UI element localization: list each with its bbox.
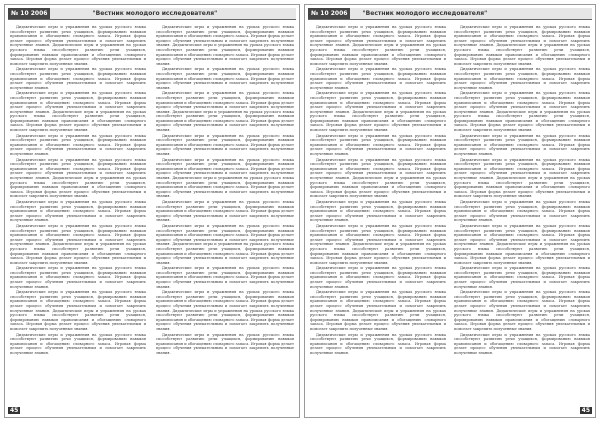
- paragraph: [156, 200, 294, 223]
- text: Дидактические игры и упражнения на уроках русского языка способствуют развитию речи учащихся, формированию навыков правописания и обогащению словарного запаса. Игровая форма делает процесс обучения увлекательным и помогает закрепить полученные знания.: [454, 199, 590, 223]
- text: Дидактические игры и упражнения на уроках русского языка способствуют развитию речи учащихся, формированию навыков правописания и обогащению словарного запаса. Игровая форма делает процесс обучения увлекательным и помогает закрепить полученные знания.: [454, 157, 590, 180]
- paragraph: [454, 67, 590, 90]
- left-page: [4, 4, 300, 418]
- text: Дидактические игры и упражнения на уроках русского языка способствуют развитию речи учащихся, формированию навыков правописания и обогащению словарного запаса. Игровая форма делает процесс обучения увлекательным и помогает закрепить полученные знания.: [10, 25, 146, 48]
- paragraph: [10, 158, 146, 199]
- text: Дидактические игры и упражнения на уроках русского языка способствуют развитию речи учащихся, формированию навыков правописания и обогащению словарного запаса. Игровая форма делает процесс обучения увлекательным и помогает закрепить полученные знания.: [156, 133, 294, 157]
- paragraph: [310, 333, 446, 356]
- paragraph: [310, 158, 446, 199]
- paragraph: [10, 333, 146, 356]
- paragraph: [10, 200, 146, 223]
- text: Дидактические игры и упражнения на уроках русского языка способствуют развитию речи учащихся, формированию навыков правописания и обогащению словарного запаса. Игровая форма делает процесс обучения увлекательным и помогает закрепить полученные знания.: [454, 91, 590, 114]
- paragraph: [454, 200, 590, 223]
- left-page-header: [8, 8, 296, 20]
- right-page-header: [308, 8, 592, 20]
- text: Дидактические игры и упражнения на уроках русского языка способствуют развитию речи учащихся, формированию навыков правописания и обогащению словарного запаса. Игровая форма делает процесс обучения увлекательным и помогает закрепить полученные знания.: [310, 199, 446, 223]
- text: Дидактические игры и упражнения на уроках русского языка способствуют развитию речи учащихся, формированию навыков правописания и обогащению словарного запаса. Игровая форма делает процесс обучения увлекательным и помогает закрепить полученные знания.: [454, 133, 590, 157]
- text: Дидактические игры и упражнения на уроках русского языка способствуют развитию речи учащихся, формированию навыков правописания и обогащению словарного запаса. Игровая форма делает процесс обучения увлекательным и помогает закрепить полученные знания.: [454, 290, 590, 313]
- paragraph: [454, 333, 590, 356]
- page-number-left: 45: [10, 407, 19, 414]
- text: Дидактические игры и упражнения на уроках русского языка способствуют развитию речи учащихся, формированию навыков правописания и обогащению словарного запаса. Игровая форма делает процесс обучения увлекательным и помогает закрепить полученные знания.: [10, 176, 146, 199]
- text: Дидактические игры и упражнения на уроках русского языка способствуют развитию речи учащихся, формированию навыков правописания и обогащению словарного запаса. Игровая форма делает процесс обучения увлекательным и помогает закрепить полученные знания.: [310, 157, 446, 180]
- text: Дидактические игры и упражнения на уроках русского языка способствуют развитию речи учащихся, формированию навыков правописания и обогащению словарного запаса. Игровая форма делает процесс обучения увлекательным и помогает закрепить полученные знания.: [10, 133, 146, 157]
- text: Дидактические игры и упражнения на уроках русского языка способствуют развитию речи учащихся, формированию навыков правописания и обогащению словарного запаса. Игровая форма делает процесс обучения увлекательным и помогает закрепить полученные знания.: [10, 67, 146, 90]
- document-spread: [4, 4, 596, 418]
- text: Дидактические игры и упражнения на уроках русского языка способствуют развитию речи учащихся, формированию навыков правописания и обогащению словарного запаса. Игровая форма делает процесс обучения увлекательным и помогает закрепить полученные знания.: [310, 332, 446, 355]
- text: Дидактические игры и упражнения на уроках русского языка способствуют развитию речи учащихся, формированию навыков правописания и обогащению словарного запаса. Игровая форма делает процесс обучения увлекательным и помогает закрепить полученные знания.: [156, 223, 294, 247]
- left-column-2: [156, 25, 294, 403]
- paragraph: [156, 67, 294, 90]
- text: Дидактические игры и упражнения на уроках русского языка способствуют развитию речи учащихся, формированию навыков правописания и обогащению словарного запаса. Игровая форма делает процесс обучения увлекательным и помогает закрепить полученные знания.: [454, 25, 590, 48]
- text: Дидактические игры и упражнения на уроках русского языка способствуют развитию речи учащихся, формированию навыков правописания и обогащению словарного запаса. Игровая форма делает процесс обучения увлекательным и помогает закрепить полученные знания.: [156, 266, 294, 289]
- text: Дидактические игры и упражнения на уроках русского языка способствуют развитию речи учащихся, формированию навыков правописания и обогащению словарного запаса. Игровая форма делает процесс обучения увлекательным и помогает закрепить полученные знания.: [10, 199, 146, 223]
- text: Дидактические игры и упражнения на уроках русского языка способствуют развитию речи учащихся, формированию навыков правописания и обогащению словарного запаса. Игровая форма делает процесс обучения увлекательным и помогает закрепить полученные знания.: [156, 332, 294, 355]
- text: Дидактические игры и упражнения на уроках русского языка способствуют развитию речи учащихся, формированию навыков правописания и обогащению словарного запаса. Игровая форма делает процесс обучения увлекательным и помогает закрепить полученные знания.: [156, 290, 294, 313]
- paragraph: [156, 158, 294, 199]
- text: Дидактические игры и упражнения на уроках русского языка способствуют развитию речи учащихся, формированию навыков правописания и обогащению словарного запаса. Игровая форма делает процесс обучения увлекательным и помогает закрепить полученные знания.: [310, 266, 446, 289]
- paragraph: [454, 224, 590, 265]
- text: Дидактические игры и упражнения на уроках русского языка способствуют развитию речи учащихся, формированию навыков правописания и обогащению словарного запаса. Игровая форма делает процесс обучения увлекательным и помогает закрепить полученные знания.: [10, 290, 146, 313]
- text: Дидактические игры и упражнения на уроках русского языка способствуют развитию речи учащихся, формированию навыков правописания и обогащению словарного запаса. Игровая форма делает процесс обучения увлекательным и помогает закрепить полученные знания.: [454, 223, 590, 247]
- paragraph: [310, 91, 446, 132]
- text: Дидактические игры и упражнения на уроках русского языка способствуют развитию речи учащихся, формированию навыков правописания и обогащению словарного запаса. Игровая форма делает процесс обучения увлекательным и помогает закрепить полученные знания.: [454, 242, 590, 265]
- paragraph: [454, 134, 590, 157]
- text: Дидактические игры и упражнения на уроках русского языка способствуют развитию речи учащихся, формированию навыков правописания и обогащению словарного запаса. Игровая форма делает процесс обучения увлекательным и помогает закрепить полученные знания.: [10, 266, 146, 289]
- paragraph: [10, 25, 146, 66]
- paragraph: [10, 134, 146, 157]
- paragraph: [10, 67, 146, 90]
- paragraph: [310, 224, 446, 265]
- text: Дидактические игры и упражнения на уроках русского языка способствуют развитию речи учащихся, формированию навыков правописания и обогащению словарного запаса. Игровая форма делает процесс обучения увлекательным и помогает закрепить полученные знания.: [10, 223, 146, 247]
- text: Дидактические игры и упражнения на уроках русского языка способствуют развитию речи учащихся, формированию навыков правописания и обогащению словарного запаса. Игровая форма делает процесс обучения увлекательным и помогает закрепить полученные знания.: [10, 109, 146, 133]
- text: Дидактические игры и упражнения на уроках русского языка способствуют развитию речи учащихся, формированию навыков правописания и обогащению словарного запаса. Игровая форма делает процесс обучения увлекательным и помогает закрепить полученные знания.: [156, 199, 294, 223]
- paragraph: [156, 266, 294, 289]
- text: Дидактические игры и упражнения на уроках русского языка способствуют развитию речи учащихся, формированию навыков правописания и обогащению словарного запаса. Игровая форма делает процесс обучения увлекательным и помогает закрепить полученные знания.: [156, 308, 294, 331]
- right-column-1: [310, 25, 446, 403]
- issue-number: № 10 2006: [308, 8, 350, 19]
- text: Дидактические игры и упражнения на уроках русского языка способствуют развитию речи учащихся, формированию навыков правописания и обогащению словарного запаса. Игровая форма делает процесс обучения увлекательным и помогает закрепить полученные знания.: [454, 176, 590, 199]
- text: Дидактические игры и упражнения на уроках русского языка способствуют развитию речи учащихся, формированию навыков правописания и обогащению словарного запаса. Игровая форма делает процесс обучения увлекательным и помогает закрепить полученные знания.: [156, 91, 294, 114]
- paragraph: [10, 290, 146, 331]
- paragraph: [310, 266, 446, 289]
- text: Дидактические игры и упражнения на уроках русского языка способствуют развитию речи учащихся, формированию навыков правописания и обогащению словарного запаса. Игровая форма делает процесс обучения увлекательным и помогает закрепить полученные знания.: [10, 157, 146, 180]
- paragraph: [454, 25, 590, 66]
- paragraph: [310, 290, 446, 331]
- right-page: [304, 4, 596, 418]
- text: Дидактические игры и упражнения на уроках русского языка способствуют развитию речи учащихся, формированию навыков правописания и обогащению словарного запаса. Игровая форма делает процесс обучения увлекательным и помогает закрепить полученные знания.: [310, 242, 446, 265]
- text: Дидактические игры и упражнения на уроках русского языка способствуют развитию речи учащихся, формированию навыков правописания и обогащению словарного запаса. Игровая форма делает процесс обучения увлекательным и помогает закрепить полученные знания.: [310, 290, 446, 313]
- issue-number: № 10 2006: [8, 8, 50, 19]
- text: Дидактические игры и упражнения на уроках русского языка способствуют развитию речи учащихся, формированию навыков правописания и обогащению словарного запаса. Игровая форма делает процесс обучения увлекательным и помогает закрепить полученные знания.: [156, 25, 294, 48]
- text: Дидактические игры и упражнения на уроках русского языка способствуют развитию речи учащихся, формированию навыков правописания и обогащению словарного запаса. Игровая форма делает процесс обучения увлекательным и помогает закрепить полученные знания.: [310, 223, 446, 247]
- paragraph: [156, 224, 294, 265]
- text: Дидактические игры и упражнения на уроках русского языка способствуют развитию речи учащихся, формированию навыков правописания и обогащению словарного запаса. Игровая форма делает процесс обучения увлекательным и помогает закрепить полученные знания.: [310, 133, 446, 157]
- left-column-1: [10, 25, 146, 403]
- text: Дидактические игры и упражнения на уроках русского языка способствуют развитию речи учащихся, формированию навыков правописания и обогащению словарного запаса. Игровая форма делает процесс обучения увлекательным и помогает закрепить полученные знания.: [10, 43, 146, 66]
- paragraph: [454, 158, 590, 199]
- text: Дидактические игры и упражнения на уроках русского языка способствуют развитию речи учащихся, формированию навыков правописания и обогащению словарного запаса. Игровая форма делает процесс обучения увлекательным и помогает закрепить полученные знания.: [310, 43, 446, 66]
- paragraph: [454, 91, 590, 132]
- right-column-2: [454, 25, 590, 403]
- text: Дидактические игры и упражнения на уроках русского языка способствуют развитию речи учащихся, формированию навыков правописания и обогащению словарного запаса. Игровая форма делает процесс обучения увлекательным и помогает закрепить полученные знания.: [10, 332, 146, 355]
- text: Дидактические игры и упражнения на уроках русского языка способствуют развитию речи учащихся, формированию навыков правописания и обогащению словарного запаса. Игровая форма делает процесс обучения увлекательным и помогает закрепить полученные знания.: [454, 308, 590, 331]
- text: Дидактические игры и упражнения на уроках русского языка способствуют развитию речи учащихся, формированию навыков правописания и обогащению словарного запаса. Игровая форма делает процесс обучения увлекательным и помогает закрепить полученные знания.: [310, 109, 446, 133]
- journal-title: "Вестник молодого исследователя": [362, 10, 488, 17]
- text: Дидактические игры и упражнения на уроках русского языка способствуют развитию речи учащихся, формированию навыков правописания и обогащению словарного запаса. Игровая форма делает процесс обучения увлекательным и помогает закрепить полученные знания.: [310, 25, 446, 48]
- text: Дидактические игры и упражнения на уроках русского языка способствуют развитию речи учащихся, формированию навыков правописания и обогащению словарного запаса. Игровая форма делает процесс обучения увлекательным и помогает закрепить полученные знания.: [10, 242, 146, 265]
- text: Дидактические игры и упражнения на уроках русского языка способствуют развитию речи учащихся, формированию навыков правописания и обогащению словарного запаса. Игровая форма делает процесс обучения увлекательным и помогает закрепить полученные знания.: [10, 91, 146, 114]
- paragraph: [156, 333, 294, 356]
- text: Дидактические игры и упражнения на уроках русского языка способствуют развитию речи учащихся, формированию навыков правописания и обогащению словарного запаса. Игровая форма делает процесс обучения увлекательным и помогает закрепить полученные знания.: [310, 67, 446, 90]
- paragraph: [454, 290, 590, 331]
- paragraph: [156, 290, 294, 331]
- paragraph: [10, 266, 146, 289]
- text: Дидактические игры и упражнения на уроках русского языка способствуют развитию речи учащихся, формированию навыков правописания и обогащению словарного запаса. Игровая форма делает процесс обучения увлекательным и помогает закрепить полученные знания.: [454, 43, 590, 66]
- text: Дидактические игры и упражнения на уроках русского языка способствуют развитию речи учащихся, формированию навыков правописания и обогащению словарного запаса. Игровая форма делает процесс обучения увлекательным и помогает закрепить полученные знания.: [156, 109, 294, 133]
- page-number-right: 45: [581, 407, 590, 414]
- paragraph: [310, 25, 446, 66]
- paragraph: [156, 25, 294, 66]
- text: Дидактические игры и упражнения на уроках русского языка способствуют развитию речи учащихся, формированию навыков правописания и обогащению словарного запаса. Игровая форма делает процесс обучения увлекательным и помогает закрепить полученные знания.: [454, 266, 590, 289]
- paragraph: [454, 266, 590, 289]
- text: Дидактические игры и упражнения на уроках русского языка способствуют развитию речи учащихся, формированию навыков правописания и обогащению словарного запаса. Игровая форма делает процесс обучения увлекательным и помогает закрепить полученные знания.: [310, 176, 446, 199]
- text: Дидактические игры и упражнения на уроках русского языка способствуют развитию речи учащихся, формированию навыков правописания и обогащению словарного запаса. Игровая форма делает процесс обучения увлекательным и помогает закрепить полученные знания.: [156, 43, 294, 66]
- paragraph: [10, 224, 146, 265]
- paragraph: [156, 134, 294, 157]
- paragraph: [156, 91, 294, 132]
- text: Дидактические игры и упражнения на уроках русского языка способствуют развитию речи учащихся, формированию навыков правописания и обогащению словарного запаса. Игровая форма делает процесс обучения увлекательным и помогает закрепить полученные знания.: [156, 176, 294, 199]
- text: Дидактические игры и упражнения на уроках русского языка способствуют развитию речи учащихся, формированию навыков правописания и обогащению словарного запаса. Игровая форма делает процесс обучения увлекательным и помогает закрепить полученные знания.: [454, 109, 590, 133]
- paragraph: [310, 134, 446, 157]
- text: Дидактические игры и упражнения на уроках русского языка способствуют развитию речи учащихся, формированию навыков правописания и обогащению словарного запаса. Игровая форма делает процесс обучения увлекательным и помогает закрепить полученные знания.: [156, 67, 294, 90]
- text: Дидактические игры и упражнения на уроках русского языка способствуют развитию речи учащихся, формированию навыков правописания и обогащению словарного запаса. Игровая форма делает процесс обучения увлекательным и помогает закрепить полученные знания.: [156, 157, 294, 180]
- text: Дидактические игры и упражнения на уроках русского языка способствуют развитию речи учащихся, формированию навыков правописания и обогащению словарного запаса. Игровая форма делает процесс обучения увлекательным и помогает закрепить полученные знания.: [156, 242, 294, 265]
- text: Дидактические игры и упражнения на уроках русского языка способствуют развитию речи учащихся, формированию навыков правописания и обогащению словарного запаса. Игровая форма делает процесс обучения увлекательным и помогает закрепить полученные знания.: [454, 67, 590, 90]
- paragraph: [10, 91, 146, 132]
- text: Дидактические игры и упражнения на уроках русского языка способствуют развитию речи учащихся, формированию навыков правописания и обогащению словарного запаса. Игровая форма делает процесс обучения увлекательным и помогает закрепить полученные знания.: [454, 332, 590, 355]
- paragraph: [310, 200, 446, 223]
- text: Дидактические игры и упражнения на уроках русского языка способствуют развитию речи учащихся, формированию навыков правописания и обогащению словарного запаса. Игровая форма делает процесс обучения увлекательным и помогает закрепить полученные знания.: [10, 308, 146, 331]
- text: Дидактические игры и упражнения на уроках русского языка способствуют развитию речи учащихся, формированию навыков правописания и обогащению словарного запаса. Игровая форма делает процесс обучения увлекательным и помогает закрепить полученные знания.: [310, 308, 446, 331]
- text: Дидактические игры и упражнения на уроках русского языка способствуют развитию речи учащихся, формированию навыков правописания и обогащению словарного запаса. Игровая форма делает процесс обучения увлекательным и помогает закрепить полученные знания.: [310, 91, 446, 114]
- journal-title: "Вестник молодого исследователя": [92, 10, 218, 17]
- paragraph: [310, 67, 446, 90]
